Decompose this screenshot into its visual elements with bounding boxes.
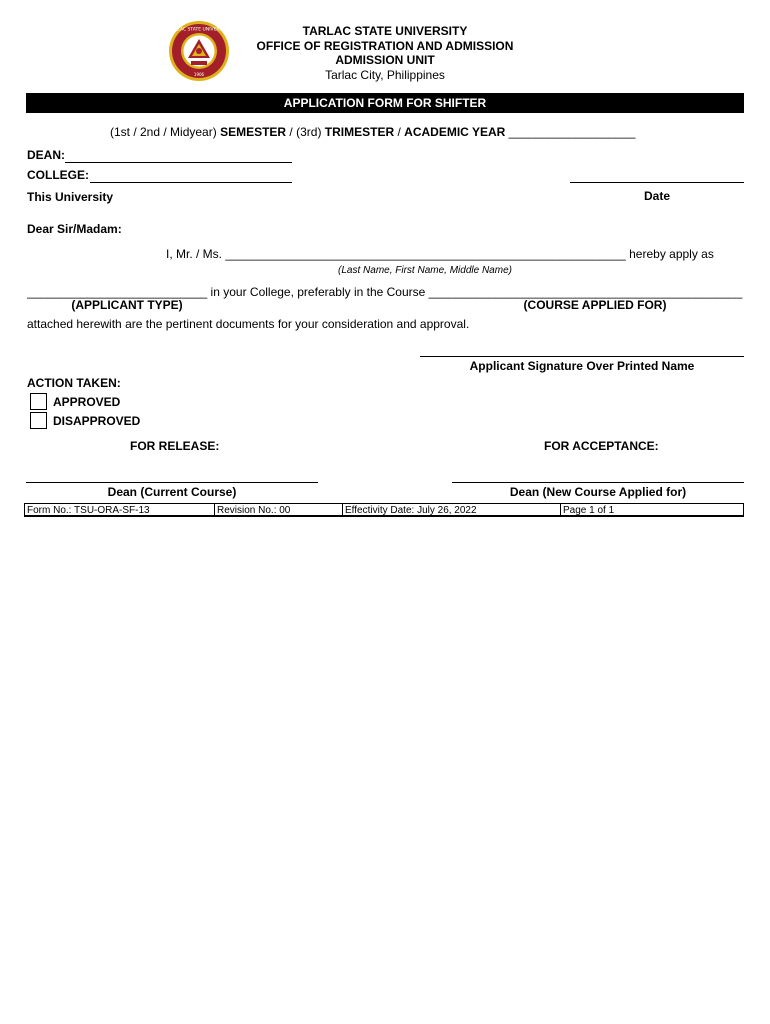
college-course-text: in your College, preferably in the Course [210, 285, 426, 299]
title-prefix: I, Mr. / Ms. [166, 247, 222, 261]
disapproved-label: DISAPPROVED [53, 414, 141, 428]
form-title-banner [26, 93, 744, 113]
for-acceptance-label: FOR ACCEPTANCE: [544, 439, 659, 453]
form-number: Form No.: TSU-ORA-SF-13 [27, 505, 150, 516]
academic-year-field[interactable]: ___________________ [508, 125, 636, 139]
apply-as-text: hereby apply as [629, 247, 714, 261]
svg-text:1906: 1906 [193, 72, 205, 77]
letter-line-3: attached herewith are the pertinent documents for your consideration and approval. [27, 317, 470, 331]
office-name: OFFICE OF REGISTRATION AND ADMISSION [256, 39, 514, 53]
revision-number: Revision No.: 00 [214, 504, 342, 517]
university-name: TARLAC STATE UNIVERSITY [302, 24, 468, 38]
applicant-name-field[interactable]: ____________________________________________________________ [225, 247, 626, 261]
trimester-label: TRIMESTER [324, 125, 395, 139]
unit-name: ADMISSION UNIT [335, 53, 435, 67]
semester-label: SEMESTER [220, 125, 287, 139]
applicant-type-field[interactable]: ___________________________ [27, 285, 208, 299]
dean-new-signature-field[interactable] [452, 482, 744, 483]
page-number: Page 1 of 1 [560, 504, 743, 517]
letter-line-1 [166, 247, 744, 261]
course-applied-label: (COURSE APPLIED FOR) [523, 298, 667, 312]
dean-field[interactable] [65, 162, 292, 163]
college-field[interactable] [90, 182, 292, 183]
term-line [110, 125, 635, 139]
effectivity-date: Effectivity Date: July 26, 2022 [342, 504, 560, 517]
approved-checkbox[interactable] [30, 393, 47, 410]
dean-current-signature-field[interactable] [26, 482, 318, 483]
this-university: This University [27, 190, 114, 204]
for-release-label: FOR RELEASE: [130, 439, 220, 453]
semester-options: (1st / 2nd / Midyear) [110, 125, 217, 139]
term-separator-2: / [397, 125, 401, 139]
dean-label: DEAN: [27, 148, 65, 162]
date-label: Date [643, 189, 670, 203]
academic-year-label: ACADEMIC YEAR [404, 125, 506, 139]
action-taken-label: ACTION TAKEN: [27, 376, 121, 390]
term-separator: / [289, 125, 293, 139]
approved-label: APPROVED [53, 395, 121, 409]
dean-new-label: Dean (New Course Applied for) [509, 485, 687, 499]
dean-current-label: Dean (Current Course) [107, 485, 237, 499]
name-hint: (Last Name, First Name, Middle Name) [338, 265, 512, 276]
date-field[interactable] [570, 182, 744, 183]
applicant-signature-field[interactable] [420, 356, 744, 357]
letter-line-2 [27, 285, 744, 299]
trimester-options: (3rd) [296, 125, 322, 139]
college-label: COLLEGE: [27, 168, 89, 182]
salutation: Dear Sir/Madam: [27, 222, 122, 236]
disapproved-checkbox[interactable] [30, 412, 47, 429]
signature-label: Applicant Signature Over Printed Name [469, 359, 695, 373]
svg-text:TARLAC STATE UNIVERSITY: TARLAC STATE UNIVERSITY [168, 27, 230, 33]
applicant-type-label: (APPLICANT TYPE) [71, 298, 183, 312]
course-applied-field[interactable]: _______________________________________________ [428, 285, 743, 299]
location: Tarlac City, Philippines [325, 68, 445, 82]
form-title: APPLICATION FORM FOR SHIFTER [283, 96, 487, 110]
